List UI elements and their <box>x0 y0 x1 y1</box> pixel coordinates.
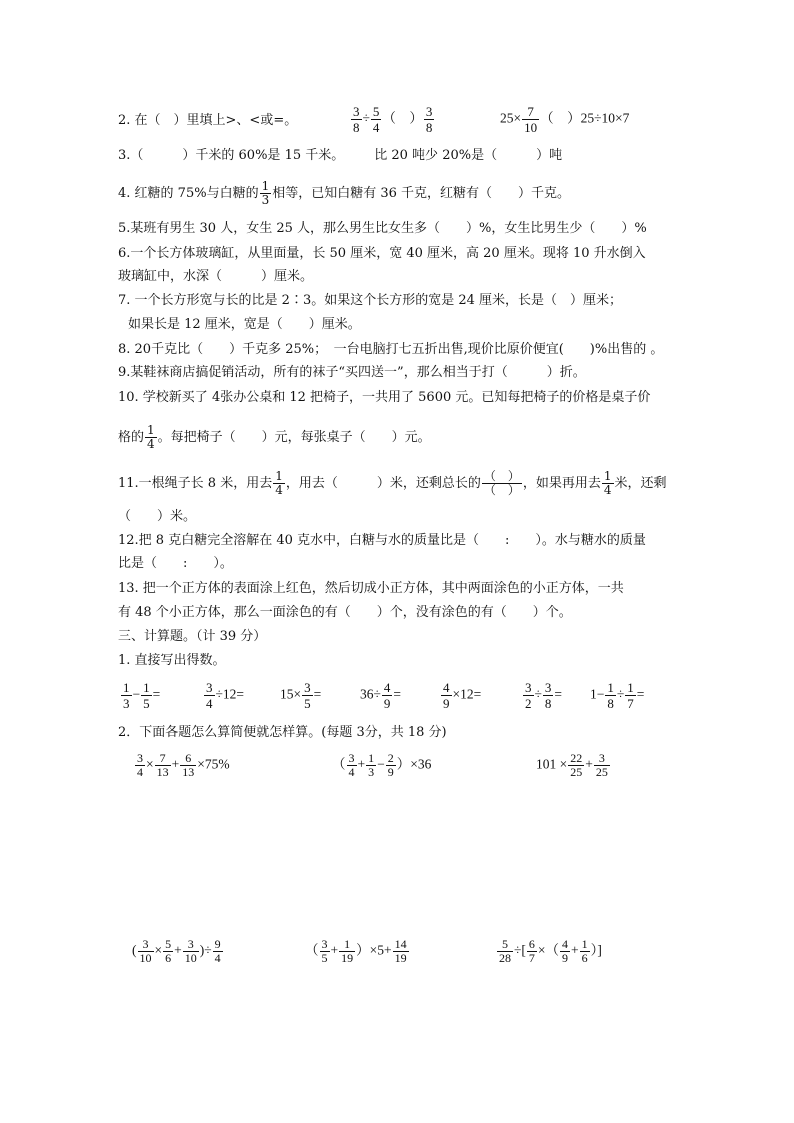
calc-item-3: 15× $\frac{3}{5}$ = <box>280 680 322 711</box>
question-2 <box>118 112 297 130</box>
fraction: $\frac{5}{4}$ <box>372 104 380 135</box>
fraction: $\frac{1}{3}$ <box>261 179 270 207</box>
calc-item-4: 36÷ $\frac{4}{9}$ = <box>360 680 402 711</box>
simplify-expr-6: $\frac{5}{28}$ ÷[ $\frac{6}{7}$ ×（ $\frac{4}{9}$ + $\frac{1}{6}$ ）] <box>499 937 602 965</box>
fraction: $\frac{1}{4}$ <box>603 469 612 497</box>
question-10-line-1: 10. 学校新买了 4张办公桌和 12 把椅子，一共用了 5600 元。已知每把椅子的价格是桌子价 <box>118 390 651 405</box>
question-5: 5.某班有男生 30 人，女生 25 人，那么男生比女生多（ ）%，女生比男生少（ ）% <box>118 221 647 236</box>
question-13-line-2: 有 48 个小正方体，那么一面涂色的有（ ）个，没有涂色的有（ ）个。 <box>118 605 572 620</box>
question-7-line-2: 如果长是 12 厘米，宽是（ ）厘米。 <box>128 317 361 332</box>
part-1-title: 1. 直接写出得数。 <box>118 653 226 668</box>
fraction: $\frac{3}{8}$ <box>353 104 360 135</box>
calc-item-6: $\frac{3}{2}$ ÷ $\frac{3}{8}$ = <box>525 680 563 711</box>
fraction: $\frac{3}{8}$ <box>425 104 433 135</box>
simplify-expr-3: 101 × $\frac{22}{25}$ + $\frac{3}{25}$ <box>536 751 608 779</box>
calc-item-5: $\frac{4}{9}$ ×12= <box>443 680 482 711</box>
answer-blank[interactable]: （ ） <box>382 110 423 126</box>
q2-text: 2. 在（ ）里填上>、<或=。 <box>118 113 298 128</box>
question-6-line-2: 玻璃缸中，水深（ ）厘米。 <box>118 269 314 284</box>
question-9: 9.某鞋袜商店搞促销活动，所有的袜子“买四送一”，那么相当于打（ ）折。 <box>118 365 586 380</box>
question-11-line-1: 11.一根绳子长 8 米，用去 $\frac{1}{4}$ ，用去（ ）米，还剩总长的 （ ） （ ） ，如果再用去 $\frac{1}{4}$ 米，还剩 <box>118 469 667 497</box>
simplify-expr-2: （ $\frac{3}{4}$ + $\frac{1}{3}$ − $\frac{2}{9}$ ）×36 <box>332 751 432 779</box>
question-11-line-2: （ ）米。 <box>118 509 197 524</box>
question-10-line-2: 格的 $\frac{1}{4}$ 。每把椅子（ ）元，每张桌子（ ）元。 <box>118 423 431 451</box>
question-13-line-1: 13. 把一个正方体的表面涂上红色，然后切成小正方体，其中两面涂色的小正方体，一共 <box>118 581 624 596</box>
question-4: 4. 红糖的 75%与白糖的 $\frac{1}{3}$ 相等，已知白糖有 36 千克，红糖有（ ）千克。 <box>118 179 571 207</box>
simplify-expr-4: ( $\frac{3}{10}$ × $\frac{5}{6}$ + $\frac{3}{10}$ )÷ $\frac{9}{4}$ <box>132 937 221 965</box>
calc-item-1: $\frac{1}{3}$ − $\frac{1}{5}$ = <box>123 680 161 711</box>
simplify-expr-5: （ $\frac{3}{5}$ + $\frac{1}{19}$ ）×5+ $\frac{14}{19}$ <box>305 937 407 965</box>
q2-expr-1: $\frac{3}{8}$ ÷ $\frac{5}{4}$ （ ） $\frac{3}{8}$ <box>353 104 433 135</box>
simplify-expr-1: $\frac{3}{4}$ × $\frac{7}{13}$ + $\frac{6}{13}$ ×75% <box>137 751 230 779</box>
question-12-line-2: 比是（ : ）。 <box>118 556 233 571</box>
question-8: 8. 20千克比（ ）千克多 25%； 一台电脑打七五折出售,现价比原价便宜( )%出售的 。 <box>118 342 664 357</box>
fraction: $\frac{7}{10}$ <box>524 104 538 135</box>
question-12-line-1: 12.把 8 克白糖完全溶解在 40 克水中，白糖与水的质量比是（ : ）。水与糖水的质量 <box>118 533 646 548</box>
answer-blank[interactable]: （ ） <box>540 110 581 126</box>
part-2-title: 2．下面各题怎么算简便就怎样算。(每题 3分，共 18 分) <box>118 725 447 740</box>
question-6-line-1: 6.一个长方体玻璃缸，从里面量，长 50 厘米，宽 40 厘米，高 20 厘米。现将 10 升水倒入 <box>118 246 646 261</box>
section-3-heading: 三、计算题。（计 39 分） <box>118 629 267 644</box>
calc-item-2: $\frac{3}{4}$ ÷12= <box>206 680 245 711</box>
calc-item-7: 1− $\frac{1}{8}$ ÷ $\frac{1}{7}$ = <box>590 680 645 711</box>
fraction: $\frac{1}{4}$ <box>147 423 155 451</box>
q2-expr-2: 25× $\frac{7}{10}$ （ ）25÷10×7 <box>500 104 630 135</box>
question-7-line-1: 7. 一个长方形宽与长的比是 2∶3。如果这个长方形的宽是 24 厘米，长是（ ）厘米； <box>118 293 623 308</box>
question-3: 3.（ ）千米的 60%是 15 千米。 比 20 吨少 20%是（ ）吨 <box>118 148 563 163</box>
fraction-blank[interactable]: （ ） （ ） <box>483 469 520 497</box>
fraction: $\frac{1}{4}$ <box>275 469 283 497</box>
